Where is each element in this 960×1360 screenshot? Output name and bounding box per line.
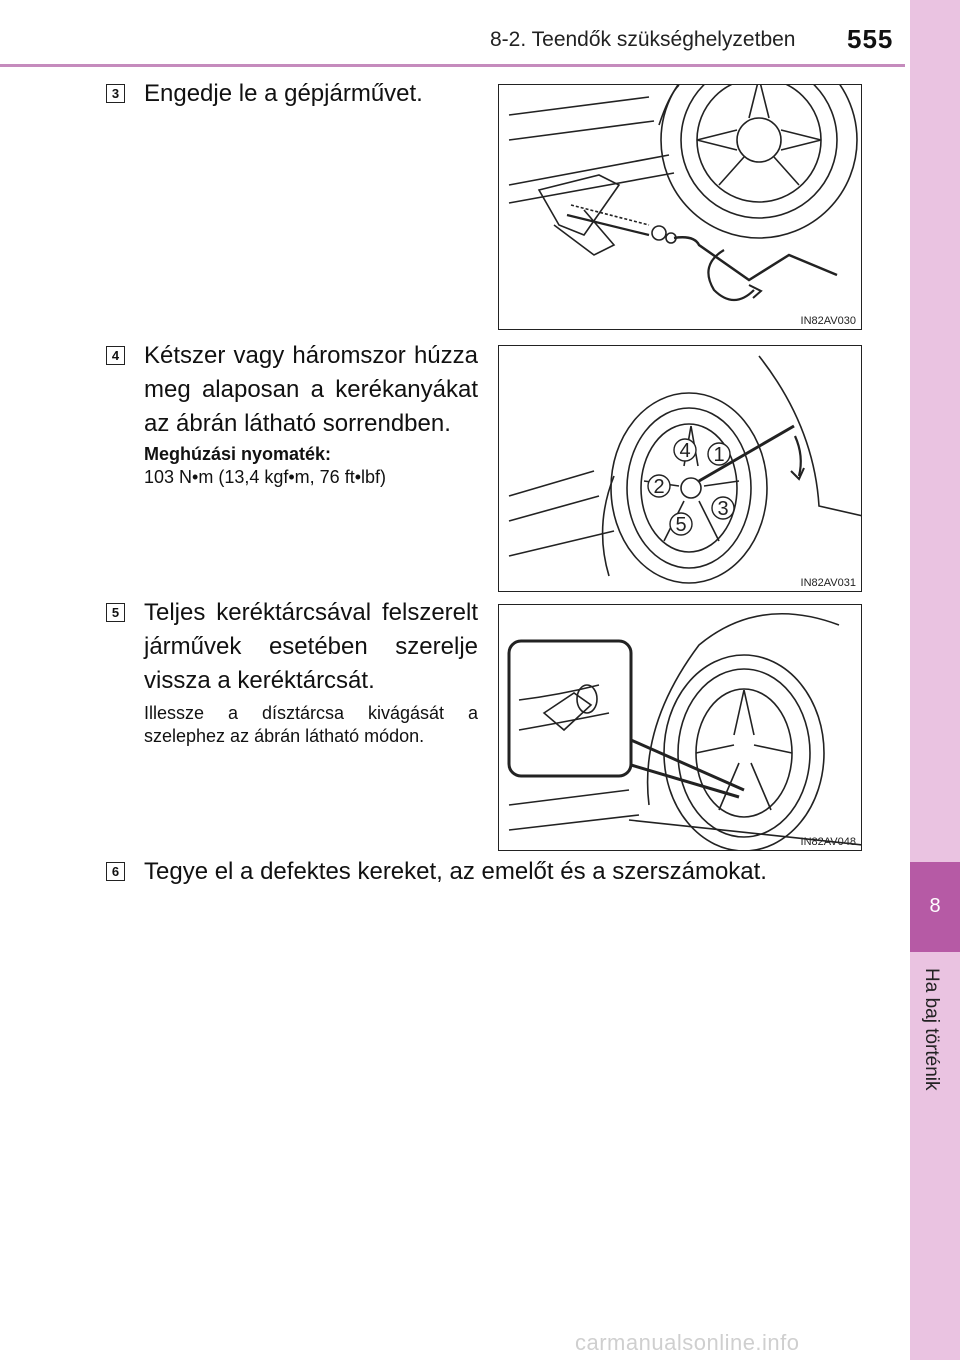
nut-callout-label: 3 (717, 498, 729, 520)
figure-wheel-cover (498, 604, 862, 851)
step-badge-3: 3 (106, 84, 125, 103)
step-badge-4: 4 (106, 346, 125, 365)
side-tab (910, 0, 960, 1360)
figure-code: IN82AV031 (800, 577, 856, 589)
nut-callout-label: 2 (653, 476, 665, 498)
header-section-title: 8-2. Teendők szükséghelyzetben (490, 28, 796, 51)
step-text-6: Tegye el a defektes kereket, az emelőt és a szerszámokat. (144, 858, 767, 885)
torque-value: 103 N•m (13,4 kgf•m, 76 ft•lbf) (144, 467, 386, 487)
step-text-3: Engedje le a gépjárművet. (144, 80, 423, 107)
step-badge-5: 5 (106, 603, 125, 622)
watermark: carmanualsonline.info (575, 1330, 800, 1355)
figure-lower-jack (498, 84, 862, 330)
header-rule (0, 64, 905, 67)
nut-callout-label: 4 (679, 440, 691, 462)
step-text-4: Kétszer vagy háromszor húzza meg alaposan a kerékanyákat az ábrán látható sorrendben. (144, 342, 478, 437)
figure-code: IN82AV048 (800, 836, 856, 848)
figure-tighten-nuts (498, 345, 862, 592)
step-text-5: Teljes keréktárcsával felszerelt járművek esetében szerelje vissza a keréktárcsát. (144, 599, 478, 694)
chapter-number: 8 (929, 895, 941, 917)
chapter-title: Ha baj történik (921, 968, 942, 1091)
nut-callout-label: 1 (713, 444, 725, 466)
figure-code: IN82AV030 (800, 315, 856, 327)
page-number: 555 (847, 24, 894, 54)
torque-label: Meghúzási nyomaték: (144, 444, 332, 464)
nut-callout-label: 5 (675, 514, 687, 536)
nut-order-labels (499, 346, 862, 592)
step-note-5: Illessze a dísztárcsa kivágását a szelephez az ábrán látható módon. (144, 703, 478, 746)
step-badge-6: 6 (106, 862, 125, 881)
